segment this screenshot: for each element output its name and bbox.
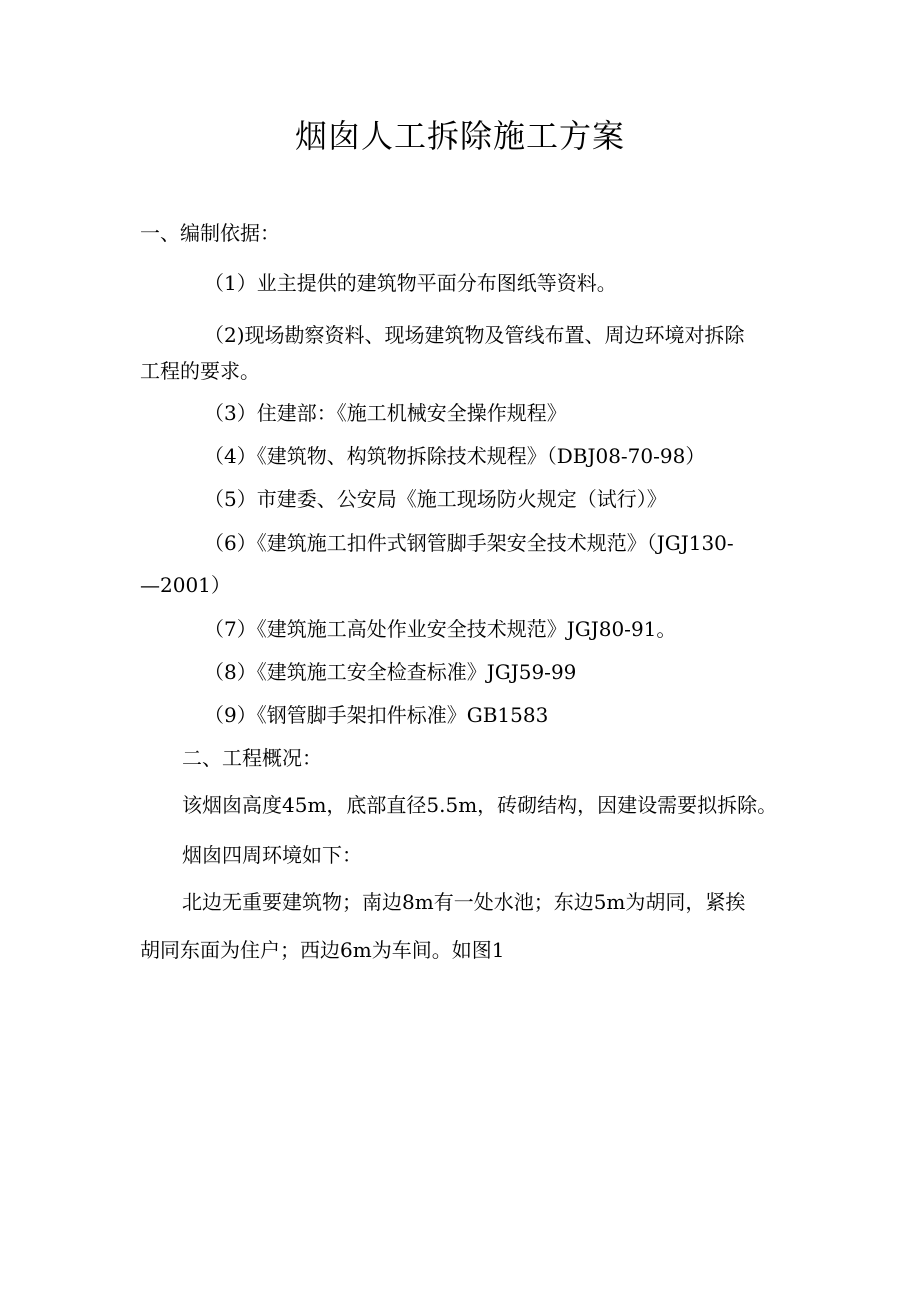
basis-item-5: （5）市建委、公安局《施工现场防火规定（试行）》	[204, 487, 667, 511]
basis-item-6-continued: —2001）	[140, 573, 231, 597]
overview-paragraph-2: 烟囱四周环境如下：	[182, 843, 362, 867]
overview-paragraph-3: 北边无重要建筑物；南边8m有一处水池；东边5m为胡同，紧挨	[182, 890, 746, 914]
document-title: 烟囱人工拆除施工方案	[294, 117, 625, 155]
section2-heading: 二、工程概况：	[182, 746, 322, 770]
basis-item-1: （1）业主提供的建筑物平面分布图纸等资料。	[204, 271, 617, 295]
section1-heading: 一、编制依据：	[140, 221, 280, 245]
overview-paragraph-3-continued: 胡同东面为住户；西边6m为车间。如图1	[140, 938, 505, 962]
basis-item-2-continued: 工程的要求。	[140, 359, 260, 383]
basis-item-3: （3）住建部：《施工机械安全操作规程》	[204, 401, 567, 425]
basis-item-8: （8）《建筑施工安全检查标准》JGJ59-99	[204, 660, 577, 684]
overview-paragraph-1: 该烟囱高度45m，底部直径5.5m，砖砌结构，因建设需要拟拆除。	[182, 793, 778, 817]
basis-item-4: （4）《建筑物、构筑物拆除技术规程》（DBJ08-70-98）	[204, 444, 706, 468]
basis-item-2: （2)现场勘察资料、现场建筑物及管线布置、周边环境对拆除	[204, 323, 745, 347]
basis-item-6: （6）《建筑施工扣件式钢管脚手架安全技术规范》（JGJ130-	[204, 531, 734, 555]
basis-item-7: （7）《建筑施工高处作业安全技术规范》JGJ80-91。	[204, 617, 677, 641]
basis-item-9: （9）《钢管脚手架扣件标准》GB1583	[204, 703, 549, 727]
